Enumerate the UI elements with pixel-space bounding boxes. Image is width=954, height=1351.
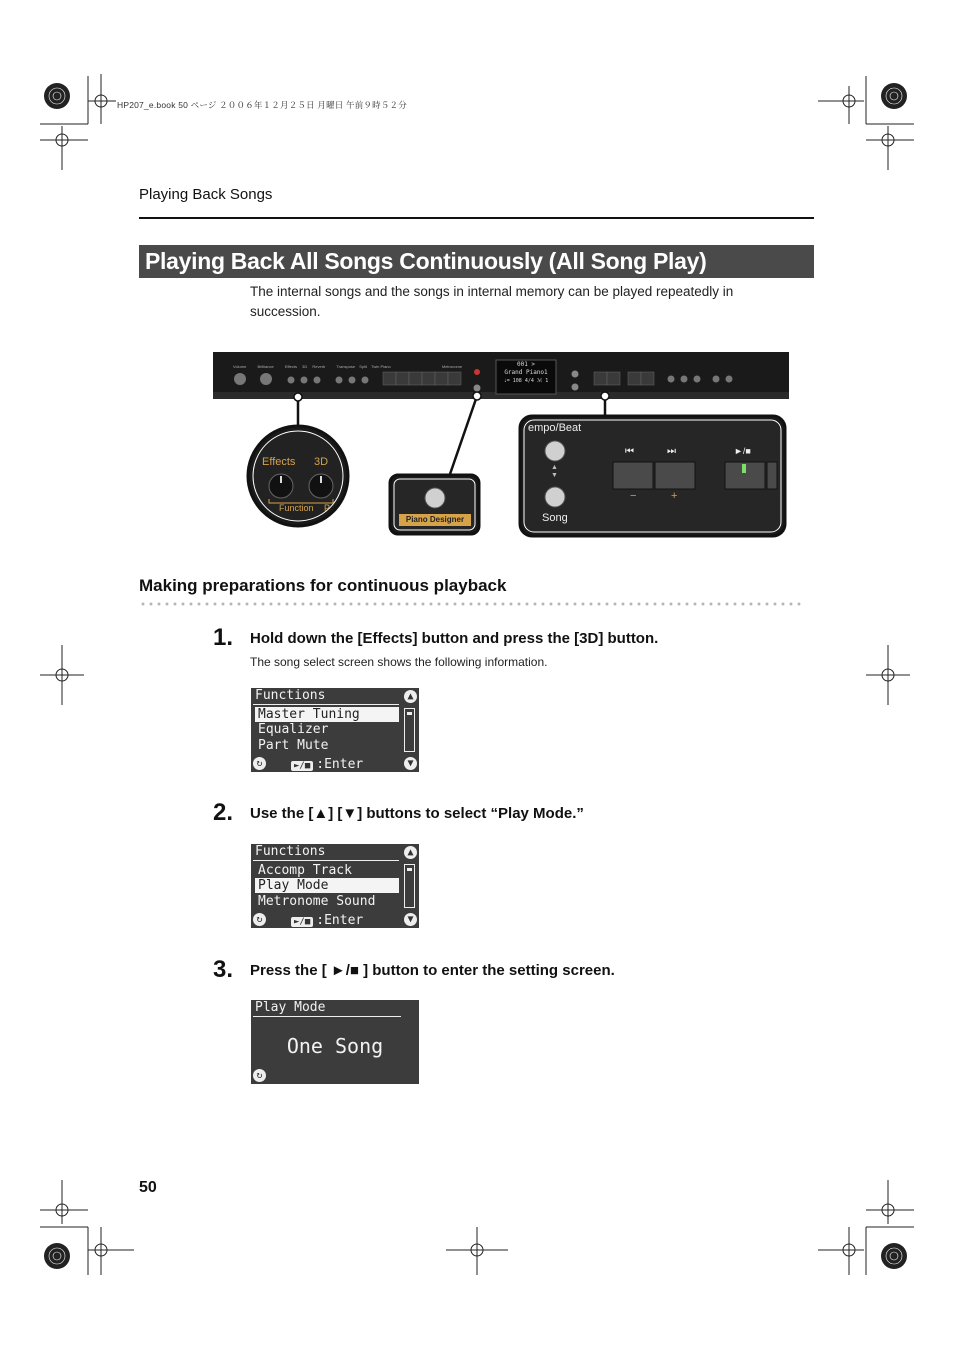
lcd-1-title-line	[253, 704, 399, 705]
panel-label-transpose: Transpose	[336, 364, 356, 369]
lcd-functions-2	[251, 844, 419, 928]
play-stop-icon: ►/■	[734, 446, 751, 456]
lcd-2-down-icon: ▼	[404, 913, 417, 926]
section-heading: Making preparations for continuous playback	[139, 576, 507, 595]
tempo-beat-label: empo/Beat	[528, 422, 582, 434]
header-rule	[139, 217, 814, 219]
lcd-1-back-icon: ↻	[253, 757, 266, 770]
rewind-icon: ⏮	[625, 446, 634, 457]
lcd-2-item-1: Accomp Track	[258, 863, 352, 878]
section-title: Playing Back All Songs Continuously (All Song Play)	[139, 245, 814, 278]
lcd-functions-1	[251, 688, 419, 772]
function-label-cut: P	[324, 503, 331, 513]
lcd-play-mode	[251, 1000, 419, 1084]
lcd-3-title-line	[253, 1016, 401, 1017]
minus-label: −	[630, 490, 637, 502]
panel-label-split: Split	[359, 364, 368, 369]
lcd-1-item-2: Equalizer	[258, 722, 329, 737]
step-1-text: Hold down the [Effects] button and press the [3D] button.	[250, 630, 659, 647]
lcd-2-enter	[291, 913, 363, 928]
dotted-rule	[139, 602, 804, 606]
3d-label: 3D	[314, 456, 329, 468]
step-2-number: 2.	[213, 799, 234, 826]
lcd-1-enter-label: :Enter	[316, 757, 364, 772]
lcd-1-title: Functions	[255, 688, 326, 703]
function-label: Function	[279, 503, 314, 513]
effects-label: Effects	[262, 456, 296, 468]
lcd-3-value: One Song	[286, 1034, 384, 1058]
display-line-1: 001 >	[516, 361, 536, 368]
lcd-2-up-icon: ▲	[404, 846, 417, 859]
panel-labels	[233, 364, 462, 369]
lcd-3-title: Play Mode	[255, 1000, 326, 1015]
running-head: Playing Back Songs	[139, 186, 273, 203]
lcd-2-scrollbar	[404, 864, 415, 908]
fastforward-icon: ⏭	[667, 446, 676, 457]
step-3-text: Press the [ ►/■ ] button to enter the setting screen.	[250, 962, 615, 979]
play-stop-icon: ►/■	[291, 761, 313, 771]
lcd-2-item-3: Metronome Sound	[258, 894, 376, 909]
step-3-number: 3.	[213, 956, 234, 983]
lcd-2-title-line	[253, 860, 399, 861]
panel-display	[497, 361, 555, 393]
intro-paragraph: The internal songs and the songs in internal memory can be played repeatedly in succession.	[250, 284, 734, 319]
lcd-2-enter-label: :Enter	[316, 913, 364, 928]
lcd-1-up-icon: ▲	[404, 690, 417, 703]
lcd-3-back-icon: ↻	[253, 1069, 266, 1082]
page-number: 50	[139, 1179, 157, 1196]
up-down-arrows: ▲ ▼	[551, 464, 558, 479]
lcd-1-item-1: Master Tuning	[255, 707, 399, 722]
lcd-2-back-icon: ↻	[253, 913, 266, 926]
lcd-1-scrollbar	[404, 708, 415, 752]
control-panel-illustration	[213, 352, 789, 540]
lcd-1-enter	[291, 757, 363, 772]
piano-designer-label: Piano Designer	[405, 515, 465, 524]
song-label: Song	[542, 512, 568, 524]
lcd-2-item-2: Play Mode	[255, 878, 399, 893]
step-1-note: The song select screen shows the following information.	[250, 655, 548, 669]
play-stop-icon: ►/■	[291, 917, 313, 927]
file-header: HP207_e.book 50 ページ ２００６年１２月２５日 月曜日 午前９時５２分	[117, 100, 407, 110]
panel-label-metronome: Metronome	[441, 364, 463, 369]
panel-label-twin-piano: Twin Piano	[371, 364, 391, 369]
panel-label-volume: Volume	[233, 364, 247, 369]
plus-label: +	[671, 490, 678, 502]
lcd-2-title: Functions	[255, 844, 326, 859]
display-line-2: Grand Piano1	[504, 369, 548, 376]
panel-label-effects: Effects	[284, 364, 297, 369]
panel-label-brilliance: Brilliance	[257, 364, 274, 369]
step-1-number: 1.	[213, 624, 234, 651]
lcd-1-down-icon: ▼	[404, 757, 417, 770]
panel-label-reverb: Reverb	[312, 364, 326, 369]
display-line-3: ♩= 108 4/4 ℳ 1	[503, 378, 549, 384]
step-2-text: Use the [▲] [▼] buttons to select “Play Mode.”	[250, 805, 584, 822]
panel-label-3d: 3D	[302, 364, 308, 369]
lcd-1-item-3: Part Mute	[258, 738, 329, 753]
